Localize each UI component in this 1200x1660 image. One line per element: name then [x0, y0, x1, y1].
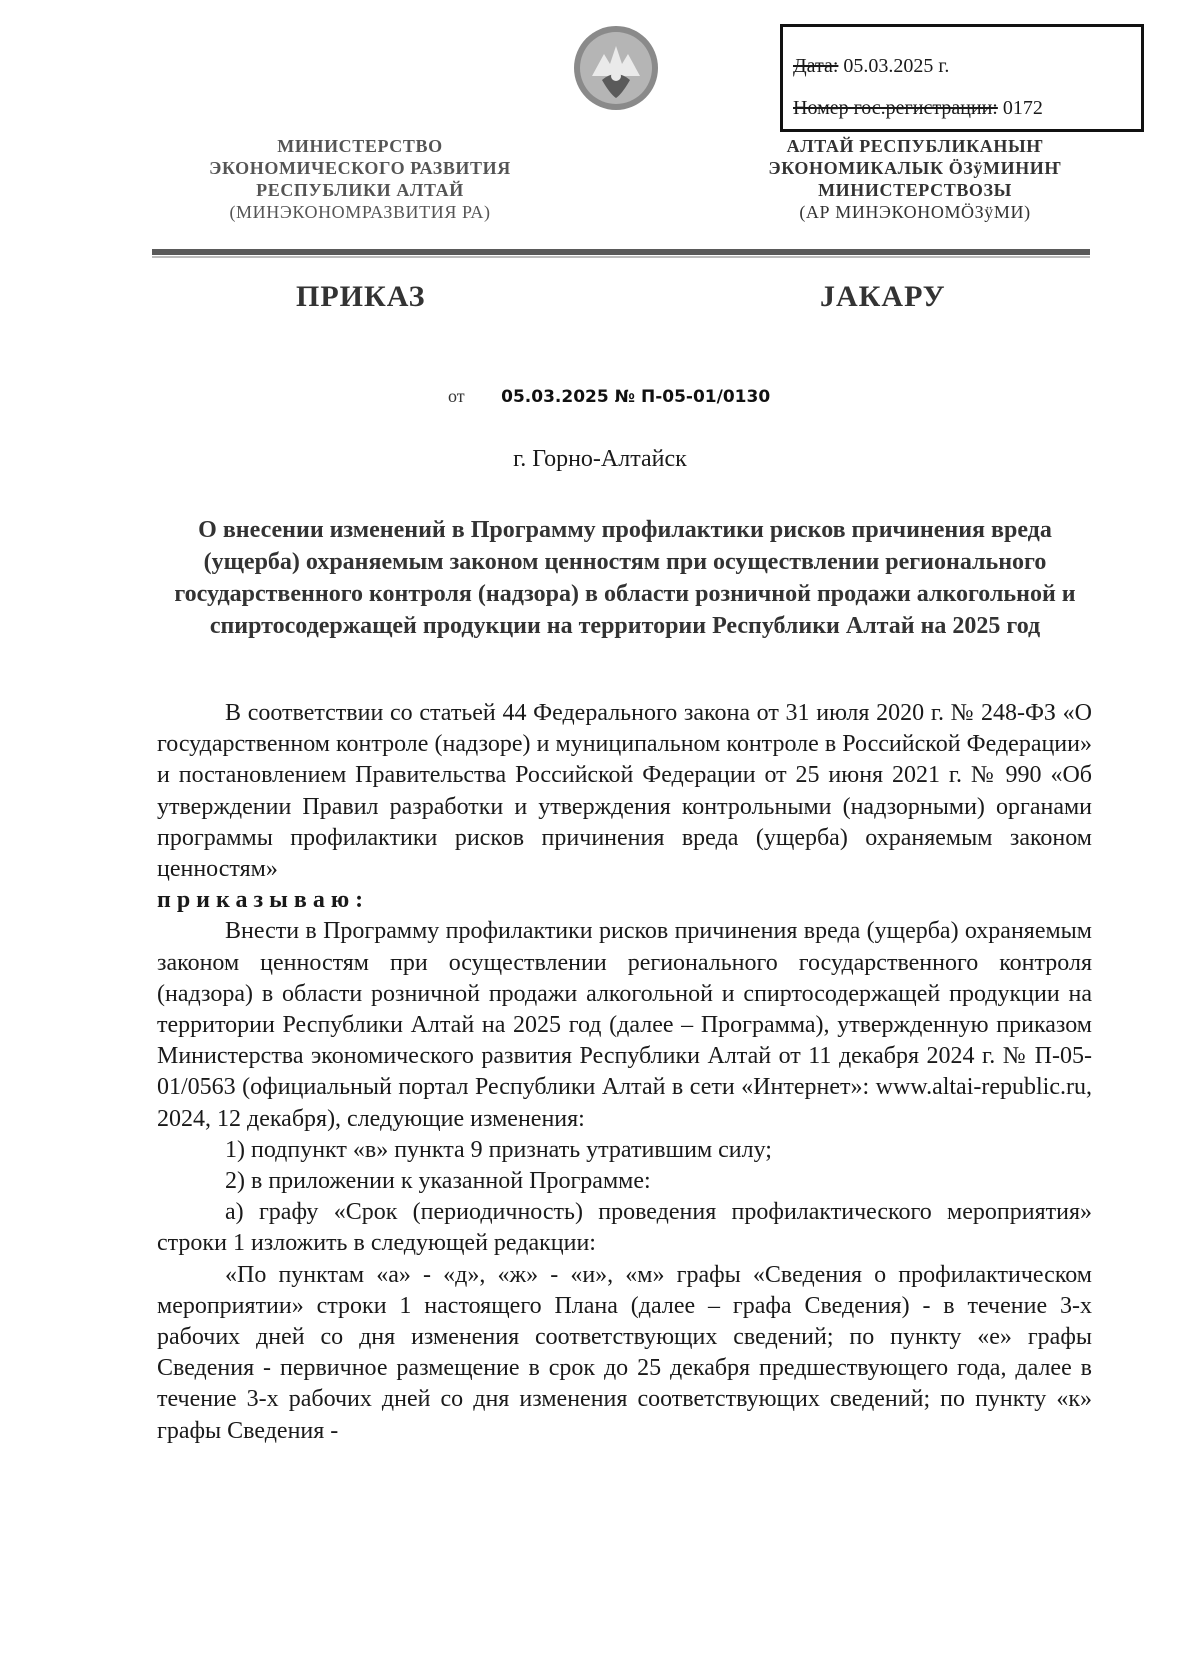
order-title: О внесении изменений в Программу профилактики рисков причинения вреда (ущерба) охраняемым законом ценностям при осуществлении регионального государственного контроля (надзора) в области розничной продажи алкогольной и спиртосодержащей продукции на территории Республики Алтай на 2025 год [174, 517, 1076, 639]
ministry-name-russian [150, 135, 570, 223]
registration-date-label: Дата: [793, 55, 839, 77]
body-paragraph: 2) в приложении к указанной Программе: [225, 1168, 651, 1195]
body-paragraph: 1) подпункт «в» пункта 9 признать утратившим силу; [225, 1136, 772, 1163]
ministry-name-line: ЭКОНОМИЧЕСКОГО РАЗВИТИЯ [209, 158, 511, 178]
ministry-name-line: ЭКОНОМИКАЛЫК ÖЗÿМИНИҤ [768, 158, 1062, 178]
ministry-name-line: АЛТАЙ РЕСПУБЛИКАНЫҤ [786, 136, 1044, 156]
order-city: г. Горно-Алтайск [513, 446, 687, 472]
ministry-abbreviation: (АР МИНЭКОНОМÖЗÿМИ) [799, 202, 1031, 222]
body-paragraph: «По пунктам «а» - «д», «ж» - «и», «м» графы «Сведения о профилактическом мероприятии» строки 1 настоящего Плана (далее – графа Сведения) - в течение 3-х рабочих дней со дня изменения соответствующих сведений; по пункту «е» графы Сведения - первичное размещение в срок до 25 декабря предшествующего года, далее в течение 3-х рабочих дней со дня изменения соответствующих сведений; по пункту «к» графы Сведения - [157, 1261, 1092, 1444]
ministry-name-altai [700, 135, 1130, 223]
registration-stamp [780, 24, 1144, 132]
registration-number-row [793, 87, 1141, 129]
registration-date-value: 05.03.2025 г. [843, 55, 950, 77]
date-prefix: от [448, 386, 465, 406]
body-paragraph [157, 698, 1092, 916]
preamble-text: В соответствии со статьей 44 Федерального закона от 31 июля 2020 г. № 248-ФЗ «О государственном контроле (надзоре) и муниципальном контроле в Российской Федерации» и постановлением Правительства Российской Федерации от 25 июня 2021 г. № 990 «Об утверждении Правил разработки и утверждения контрольными (надзорными) органами программы профилактики рисков причинения вреда (ущерба) охраняемым законом ценностям» [157, 700, 1092, 883]
registration-number-label: Номер гос.регистрации: [793, 97, 998, 119]
ministry-abbreviation: (МИНЭКОНОМРАЗВИТИЯ РА) [229, 202, 491, 222]
order-date-number [448, 386, 770, 407]
ministry-name-line: МИНИСТЕРСТВО [277, 136, 443, 156]
order-number: 05.03.2025 № П-05-01/0130 [501, 387, 771, 407]
registration-number-value: 0172 [1002, 97, 1043, 119]
order-command-word: приказываю: [157, 887, 370, 914]
ministry-name-line: РЕСПУБЛИКИ АЛТАЙ [256, 180, 464, 200]
order-body [157, 698, 1092, 1447]
document-type-russian: ПРИКАЗ [296, 280, 426, 313]
ministry-name-line: МИНИСТЕРСТВОЗЫ [818, 180, 1012, 200]
body-paragraph: Внести в Программу профилактики рисков причинения вреда (ущерба) охраняемым законом ценностям при осуществлении регионального государственного контроля (надзора) в области розничной продажи алкогольной и спиртосодержащей продукции на территории Республики Алтай на 2025 год (далее – Программа), утвержденную приказом Министерства экономического развития Республики Алтай от 11 декабря 2024 г. № П-05-01/0563 (официальный портал Республики Алтай в сети «Интернет»: www.altai-republic.ru, 2024, 12 декабря), следующие изменения: [157, 918, 1092, 1132]
republic-emblem-icon [572, 24, 660, 112]
header-divider [152, 249, 1090, 255]
registration-date-row [793, 45, 1141, 87]
header-divider-thin [152, 256, 1090, 258]
body-paragraph: а) графу «Срок (периодичность) проведения профилактического мероприятия» строки 1 изложить в следующей редакции: [157, 1199, 1092, 1257]
document-type-altai: JАКАРУ [820, 280, 946, 313]
